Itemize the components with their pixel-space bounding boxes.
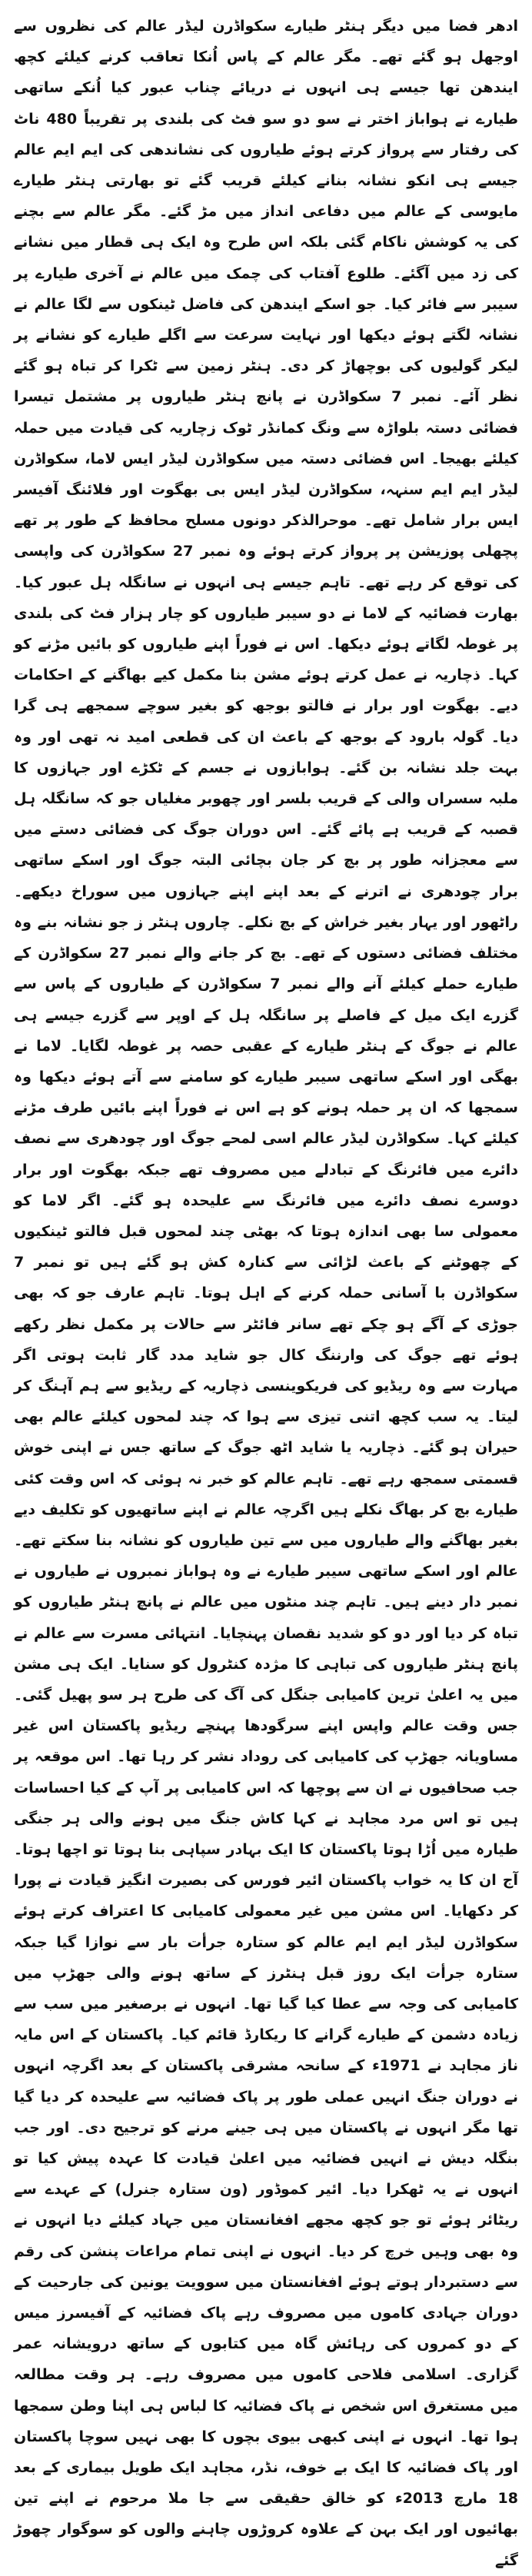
article-body-text: ادھر فضا میں دیگر ہنٹر طیارے سکواڈرن لیڈر عالم کی نظروں سے اوجھل ہو گئے تھے۔ مگر عالم کے پاس اُنکا تعاقب کرنے کیلئے کچھ ایندھن تھا جیسے ہی انہوں نے دریائے چناب عبور کیا اُنکے ساتھی طیارے نے ہواباز اختر نے سو دو سو فٹ کی بلندی پر تقریباً 480 ناٹ کی رفتار سے پرواز کرتے ہوئے طیاروں کی نشاندھی کی ایم ایم عالم جیسے ہی انکو نشانہ بنانے کیلئے قریب گئے تو بھارتی ہنٹر طیارے مایوسی کے عالم میں دفاعی انداز میں مڑ گئے۔ مگر عالم سے بچنے کی یہ کوشش ناکام گئی بلکہ اس طرح وہ ایک ہی قطار میں نشانے کی زد میں آگئے۔ طلوع آفتاب کی چمک میں عالم نے آخری طیارے پر سیبر سے فائر کیا۔ جو اسکے ایندھن کی فاضل ٹینکوں سے لگا عالم نے نشانہ لگتے ہوئے دیکھا اور نہایت سرعت سے اگلے طیارے کو نشانے پر لیکر گولیوں کی بوچھاڑ کر دی۔ ہنٹر زمین سے ٹکرا کر تباہ ہو گئے نظر آئے۔ نمبر 7 سکواڈرن نے پانچ ہنٹر طیاروں پر مشتمل تیسرا فضائی دستہ بلواڑہ سے ونگ کمانڈر ٹوک زچاریہ کی قیادت میں حملہ کیلئے بھیجا۔ اس فضائی دستہ میں سکواڈرن لیڈر ایس لاما، سکواڈرن لیڈر ایم ایم سنہہ، سکواڈرن لیڈر ایس بی بھگوت اور فلائنگ آفیسر ایس برار شامل تھے۔ موحرالذکر دونوں مسلح محافظ کے طور پر تھے پچھلی پوزیشن پر پرواز کرتے ہوئے وہ نمبر 27 سکواڈرن کی واپسی کی توقع کر رہے تھے۔ تاہم جیسے ہی انہوں نے سانگلہ ہل عبور کیا۔ بھارت فضائیہ کے لاما نے دو سیبر طیاروں کو چار ہزار فٹ کی بلندی پر غوطہ لگاتے ہوئے دیکھا۔ اس نے فوراً اپنے طیاروں کو بائیں مڑنے کو کہا۔ ذچاریہ نے عمل کرتے ہوئے مشن بنا مکمل کیے بھاگنے کے احکامات دیے۔ بھگوت اور برار نے فالتو بوجھ کو بغیر سوچے سمجھے ہی گرا دیا۔ گولہ بارود کے بوجھ کے باعث ان کی قطعی امید نہ تھی اور وہ بہت جلد نشانہ بن گئے۔ ہوابازوں نے جسم کے ٹکڑے اور جہازوں کا ملبہ سسراں والی کے قریب بلسر اور چھوبر مغلیاں جو کہ سانگلہ ہل قصبہ کے قریب ہے پائے گئے۔ اس دوران جوگ کی فضائی دستے میں سے معجزانہ طور پر بچ کر جان بچائی البتہ جوگ اور اسکے ساتھی برار چودھری نے اترنے کے بعد اپنے اپنے جہازوں میں سوراخ دیکھے۔ راٹھور اور یہار بغیر خراش کے بچ نکلے۔ چاروں ہنٹر ز جو نشانہ بنے وہ مختلف فضائی دستوں کے تھے۔ بچ کر جانے والے نمبر 27 سکواڈرن کے طیارے حملے کیلئے آنے والے نمبر 7 سکواڈرن کے طیاروں کے پاس سے گزرے ایک میل کے فاصلے پر سانگلہ ہل کے اوپر سے گزرے جیسے ہی عالم نے جوگ کے ہنٹر طیارے کے عقبی حصہ پر غوطہ لگایا۔ لاما نے بھگی اور اسکے ساتھی سیبر طیارے کو سامنے سے آتے ہوئے دیکھا وہ سمجھا کہ ان پر حملہ ہونے کو ہے اس نے فوراً اپنے بائیں طرف مڑنے کیلئے کہا۔ سکواڈرن لیڈر عالم اسی لمحے جوگ اور چودھری سے نصف دائرے میں فائرنگ کے تبادلے میں مصروف تھے جبکہ بھگوت اور برار دوسرے نصف دائرے میں فائرنگ سے علیحدہ ہو گئے۔ اگر لاما کو معمولی سا بھی اندازہ ہوتا کہ بھٹی چند لمحوں قبل فالتو ٹینکیوں کے چھوٹنے کے باعث لڑائی سے کنارہ کش ہو گئے ہیں تو نمبر 7 سکواڈرن با آسانی حملہ کرنے کے اہل ہوتا۔ تاہم عارف جو کہ بھی جوڑی کے آگے ہو چکے تھے سانر فائٹر سے حالات پر مکمل نظر رکھے ہوئے تھے جوگ کی وارننگ کال جو شاید مدد گار ثابت ہوتی اگر مہارت سے وہ ریڈیو کی فریکوینسی ذچاریہ کے ریڈیو سے ہم آہنگ کر لیتا۔ یہ سب کچھ اتنی تیزی سے ہوا کہ چند لمحوں کیلئے عالم بھی حیران ہو گئے۔ ذچاریہ یا شاید اٹھ جوگ کے ساتھ جس نے اپنی خوش قسمتی سمجھ رہے تھے۔ تاہم عالم کو خبر نہ ہوئی کہ اس وقت کئی طیارے بچ کر بھاگ نکلے ہیں اگرچہ عالم نے اپنے ساتھیوں کو تکلیف دیے بغیر بھاگنے والے طیاروں میں سے تین طیاروں کو نشانہ بنا سکتے تھے۔ عالم اور اسکے ساتھی سیبر طیارے نے وہ ہواباز نمبروں نے طیاروں نے نمبر دار دینے ہیں۔ تاہم چند منٹوں میں عالم نے پانچ ہنٹر طیاروں کو تباہ کر دیا اور دو کو شدید نقصان پہنچایا۔ انتہائی مسرت سے عالم نے پانچ ہنٹر طیاروں کی تباہی کا مژدہ کنٹرول کو سنایا۔ ایک ہی مشن میں یہ اعلیٰ ترین کامیابی جنگل کی آگ کی طرح ہر سو پھیل گئی۔ جس وقت عالم واپس اپنے سرگودھا پہنچے ریڈیو پاکستان اس غیر مساویانہ جھڑپ کی کامیابی کی روداد نشر کر رہا تھا۔ اس موقعہ پر جب صحافیوں نے ان سے پوچھا کہ اس کامیابی پر آپ کے کیا احساسات ہیں تو اس مرد مجاہد نے کہا کاش جنگ میں ہونے والی ہر جنگی طیارہ میں اُڑا ہوتا پاکستان کا ایک بہادر سپاہی بنا ہوتا تو اچھا ہوتا۔ آج ان کا یہ خواب پاکستان ائیر فورس کی بصیرت انگیز قیادت نے پورا کر دکھایا۔ اس مشن میں غیر معمولی کامیابی کا اعتراف کرتے ہوئے سکواڈرن لیڈر ایم ایم عالم کو ستارہ جرأت بار سے نوازا گیا جبکہ ستارہ جرأت ایک روز قبل ہنٹرز کے ساتھ ہونے والی جھڑپ میں کامیابی کی وجہ سے عطا کیا گیا تھا۔ انہوں نے برصغیر میں سب سے زیادہ دشمن کے طیارے گرانے کا ریکارڈ قائم کیا۔ پاکستان کے اس مایہ ناز مجاہد نے 1971ء کے سانحہ مشرقی پاکستان کے بعد اگرچہ انہوں نے دوران جنگ انہیں عملی طور پر پاک فضائیہ سے علیحدہ کر دیا گیا تھا مگر انہوں نے پاکستان میں ہی جینے مرنے کو ترجیح دی۔ اور جب بنگلہ دیش نے انہیں فضائیہ میں اعلیٰ قیادت کا عہدہ پیش کیا تو انہوں نے یہ ٹھکرا دیا۔ ائیر کموڈور (ون ستارہ جنرل) کے عہدے سے ریٹائر ہوئے تو جو کچھ مجھے افغانستان میں جہاد کیلئے دیا انہوں نے وہ بھی وہیں خرچ کر دیا۔ انہوں نے اپنی تمام مراعات پنشن کی رقم سے دستبردار ہوتے ہوئے افغانستان میں سوویت یونین کی جارحیت کے دوران جہادی کاموں میں مصروف رہے پاک فضائیہ کے آفیسرز میس کے دو کمروں کی رہائش گاہ میں کتابوں کے ساتھ درویشانہ عمر گزاری۔ اسلامی فلاحی کاموں میں مصروف رہے۔ ہر وقت مطالعہ میں مستغرق اس شخص نے پاک فضائیہ کا لباس ہی اپنا وطن سمجھا ہوا تھا۔ انہوں نے اپنی کبھی بیوی بچوں کا بھی نہیں سوچا پاکستان اور پاک فضائیہ کا ایک بے خوف، نڈر، مجاہد ایک طویل بیماری کے بعد 18 مارچ 2013ء کو خالق حقیقی سے جا ملا مرحوم نے اپنے تین بھائیوں اور ایک بہن کے علاوہ کروڑوں چاہنے والوں کو سوگوار چھوڑ گئے bbox=[14, 18, 518, 2569]
